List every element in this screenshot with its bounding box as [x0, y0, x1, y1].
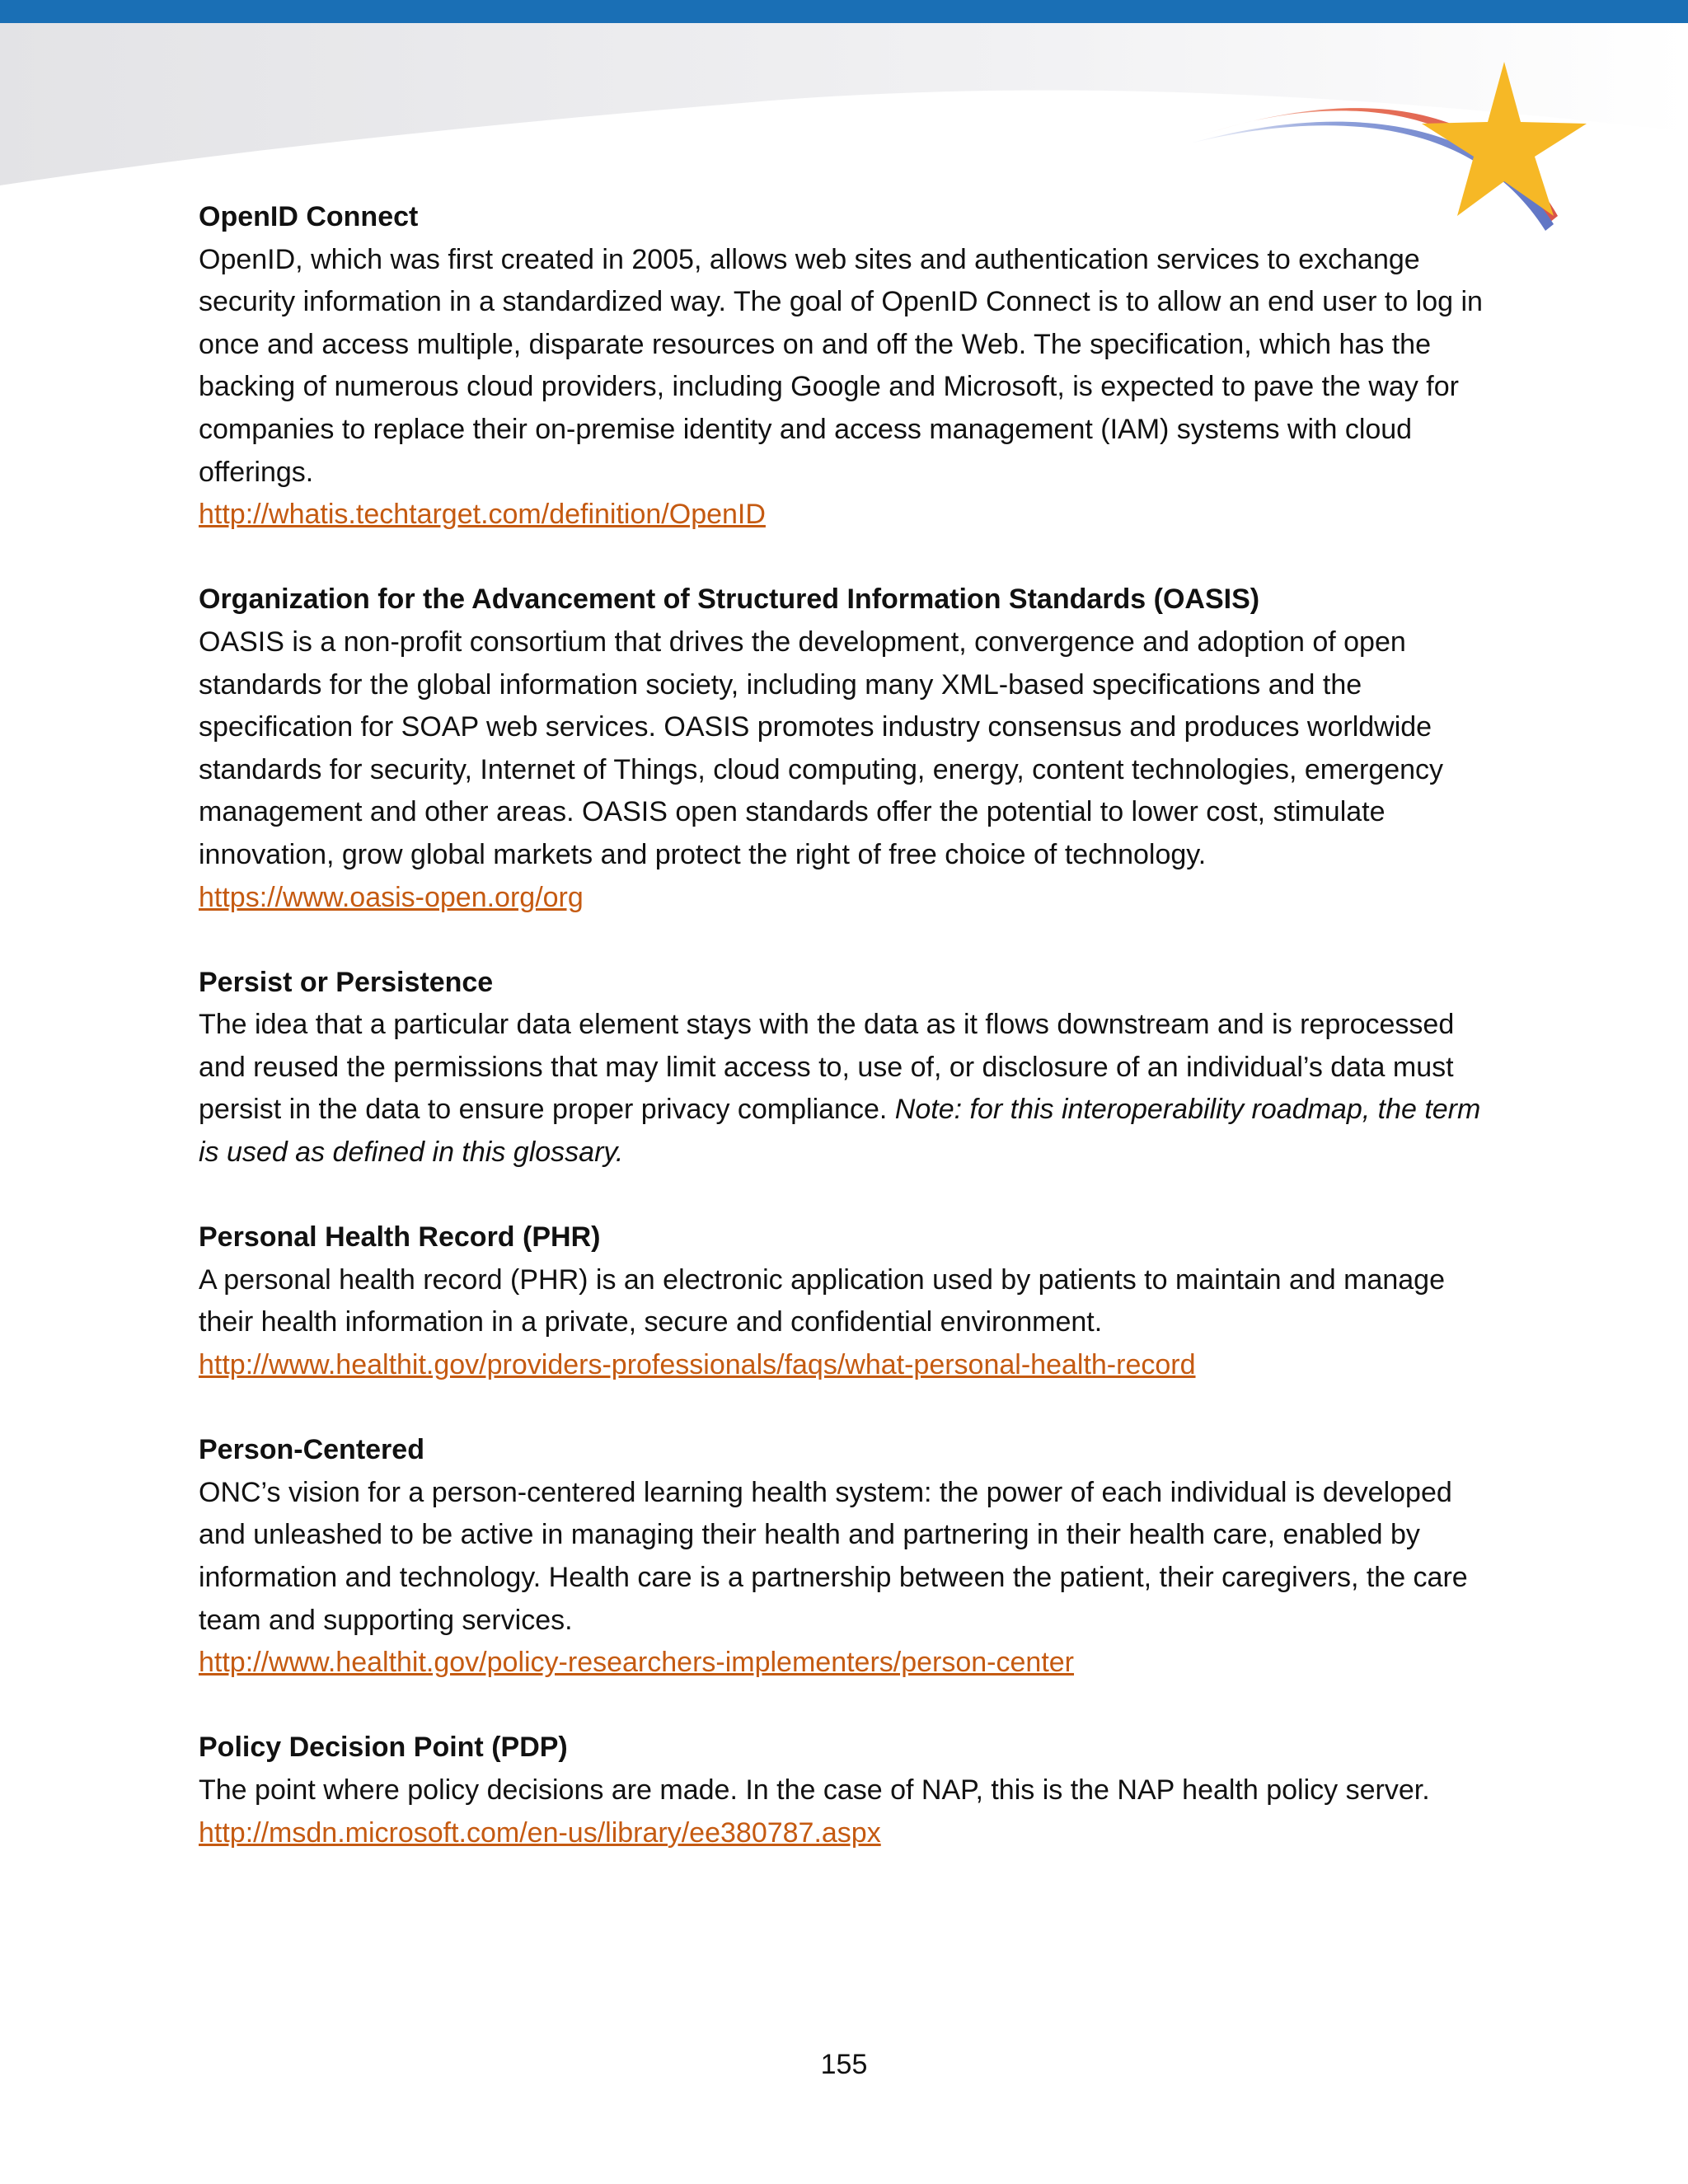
glossary-term: Person-Centered [199, 1434, 424, 1466]
glossary-entry-oasis [199, 579, 1484, 919]
reference-link[interactable]: http://www.healthit.gov/providers-professionals/faqs/what-personal-health-record [199, 1349, 1196, 1381]
glossary-entry-pdp [199, 1727, 1484, 1854]
glossary-term: Organization for the Advancement of Structured Information Standards (OASIS) [199, 583, 1260, 616]
reference-link[interactable]: https://www.oasis-open.org/org [199, 881, 584, 913]
page-number: 155 [820, 2049, 868, 2080]
reference-link[interactable]: http://msdn.microsoft.com/en-us/library/ee380787.aspx [199, 1816, 881, 1849]
definition-note: Note: for this interoperability roadmap, the term is used as defined in this glossary. [199, 1094, 1481, 1169]
glossary-definition: ONC’s vision for a person-centered learning health system: the power of each individual is developed and unleashed to be active in managing their health and partnering in their health care, enabled by information and technology. Health care is a partnership between the patient, their caregivers, the care team and supporting services. [199, 1476, 1468, 1636]
glossary-entry-persistence [199, 962, 1484, 1174]
glossary-entry-phr [199, 1216, 1484, 1386]
glossary-entry-openid-connect [199, 196, 1484, 537]
glossary-definition-with-note [199, 1004, 1484, 1174]
glossary-definition: OpenID, which was first created in 2005, allows web sites and authentication services to exchange security information in a standardized way. The goal of OpenID Connect is to allow an end user to log in once and access multiple, disparate resources on and off the Web. The specification, which has the backing of numerous cloud providers, including Google and Microsoft, is expected to pave the way for companies to replace their on-premise identity and access management (IAM) systems with cloud offerings. [199, 243, 1483, 488]
glossary-definition: OASIS is a non-profit consortium that drives the development, convergence and adoption of open standards for the global information society, including many XML-based specifications and the specification for SOAP web services. OASIS promotes industry consensus and produces worldwide standards for security, Internet of Things, cloud computing, energy, content technologies, emergency management and other areas. OASIS open standards offer the potential to lower cost, stimulate innovation, grow global markets and protect the right of free choice of technology. [199, 626, 1444, 870]
glossary-definition: A personal health record (PHR) is an electronic application used by patients to maintain and manage their health information in a private, secure and confidential environment. [199, 1263, 1445, 1338]
definition-text: The idea that a particular data element stays with the data as it flows downstream and is reprocessed and reused the permissions that may limit access to, use of, or disclosure of an individual’s data must persist in the data to ensure proper privacy compliance. [199, 1009, 1455, 1126]
glossary-term: Personal Health Record (PHR) [199, 1221, 601, 1254]
glossary-term: OpenID Connect [199, 201, 419, 232]
glossary-term: Policy Decision Point (PDP) [199, 1732, 568, 1764]
glossary-definition: The point where policy decisions are made. In the case of NAP, this is the NAP health policy server. [199, 1774, 1430, 1806]
glossary-content [199, 196, 1484, 1897]
glossary-term: Persist or Persistence [199, 966, 494, 998]
reference-link[interactable]: http://www.healthit.gov/policy-researchers-implementers/person-center [199, 1647, 1075, 1679]
reference-link[interactable]: http://whatis.techtarget.com/definition/OpenID [199, 499, 766, 531]
glossary-entry-person-centered [199, 1429, 1484, 1685]
